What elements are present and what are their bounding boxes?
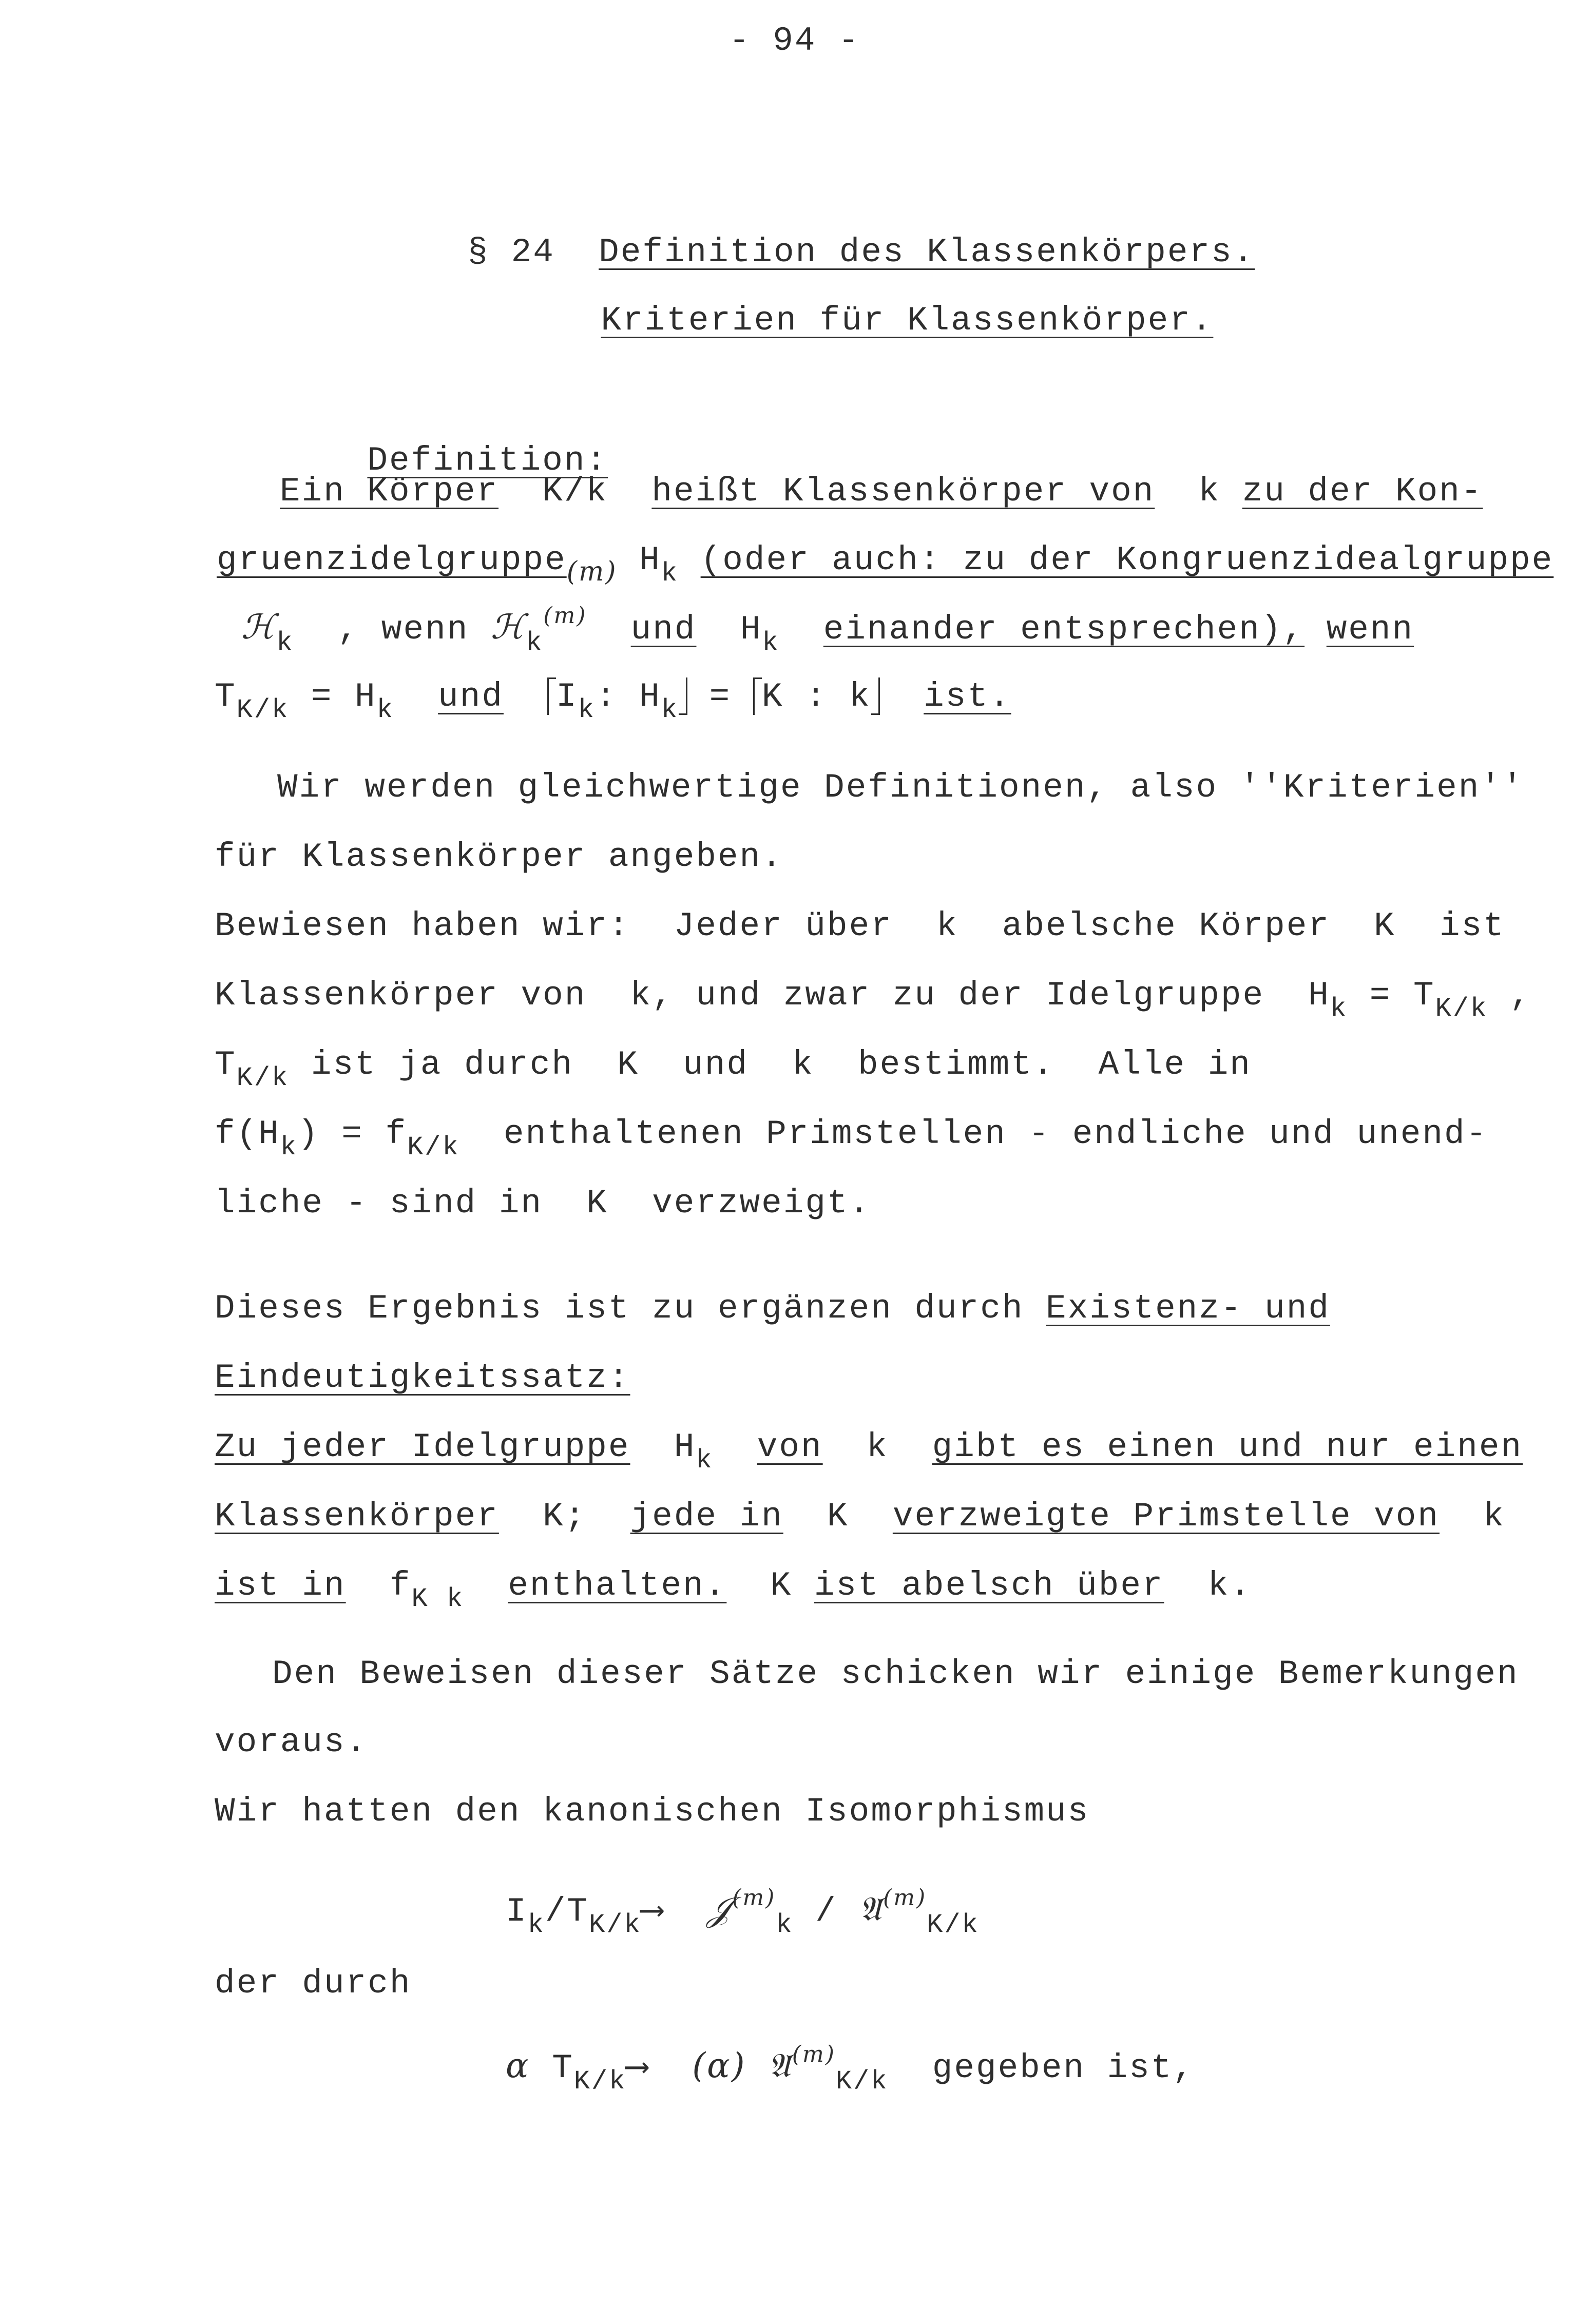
para3-line5: ist in $f_{K k}$ enthalten. K ist abelsch über k. bbox=[215, 1566, 1252, 1614]
para2-line2: Klassenkörper von k, und zwar zu der Idelgruppe $H_k = T_{K/k}$ , bbox=[215, 976, 1532, 1024]
para3-line1: Dieses Ergebnis ist zu ergänzen durch Existenz- und bbox=[215, 1289, 1330, 1328]
para2-line5: liche - sind in K verzweigt. bbox=[215, 1184, 871, 1223]
formula-mapping: α $T_{K/k}⟶$ (α) 𝔄$^{(m)}_{K/k}$ gegeben ist, bbox=[506, 2041, 1195, 2097]
para4-line1: Den Beweisen dieser Sätze schicken wir einige Bemerkungen bbox=[272, 1655, 1519, 1693]
definition-line-3: ℋ$_k$ , wenn ℋ$_k^{(m)}$ und $H_k$ einander entsprechen), wenn bbox=[241, 603, 1414, 658]
script-h-symbol: ℋ bbox=[241, 607, 277, 647]
para2-line3: $T_{K/k}$ ist ja durch K und k bestimmt. Alle in bbox=[215, 1045, 1252, 1093]
para2-line1: Bewiesen haben wir: Jeder über k abelsche Körper K ist bbox=[215, 907, 1505, 945]
para3-line2: Eindeutigkeitssatz: bbox=[215, 1359, 630, 1397]
para5-line1: Wir hatten den kanonischen Isomorphismus bbox=[215, 1792, 1090, 1831]
definition-line-4: $T_{K/k} = H_k$ und $I_k$: $H_k = K$ : k ist. bbox=[215, 677, 1011, 725]
definition-label: Definition: bbox=[367, 441, 608, 480]
para6-line1: der durch bbox=[215, 1964, 412, 2003]
section-heading-line2 bbox=[513, 259, 1213, 382]
para3-line3: Zu jeder Idelgruppe $H_k$ von k gibt es einen und nur einen bbox=[215, 1428, 1523, 1476]
section-symbol: § 24 bbox=[467, 233, 555, 272]
para1-line1: Wir werden gleichwertige Definitionen, also ''Kriterien'' bbox=[277, 768, 1524, 807]
section-title-1: Definition des Klassenkörpers. bbox=[599, 233, 1255, 272]
formula-isomorphism: $I_k/T_{K/k}⟶$ 𝒥$^{(m)}_k$ / 𝔄$^{(m)}_{K/k}$ bbox=[506, 1885, 980, 1940]
page-number: - 94 - bbox=[729, 22, 860, 60]
definition-line-1: Ein Körper K/k heißt Klassenkörper von k zu der Kon- bbox=[280, 472, 1483, 511]
para2-line4: $f(H_k) = f_{K/k}$ enthaltenen Primstellen - endliche und unend- bbox=[215, 1115, 1488, 1163]
para3-line4: Klassenkörper K; jede in K verzweigte Primstelle von k bbox=[215, 1497, 1505, 1536]
arrow-icon: ⟶ bbox=[626, 2049, 649, 2087]
definition-line-2: gruenzidelgruppe$_{(m)}$ $H_k$ (oder auch: zu der Kongruenzidealgruppe bbox=[217, 541, 1554, 589]
para1-line2: für Klassenkörper angeben. bbox=[215, 838, 783, 876]
section-title-2: Kriterien für Klassenkörper. bbox=[601, 301, 1214, 340]
arrow-icon: ⟶ bbox=[641, 1892, 664, 1931]
para4-line2: voraus. bbox=[215, 1723, 368, 1761]
